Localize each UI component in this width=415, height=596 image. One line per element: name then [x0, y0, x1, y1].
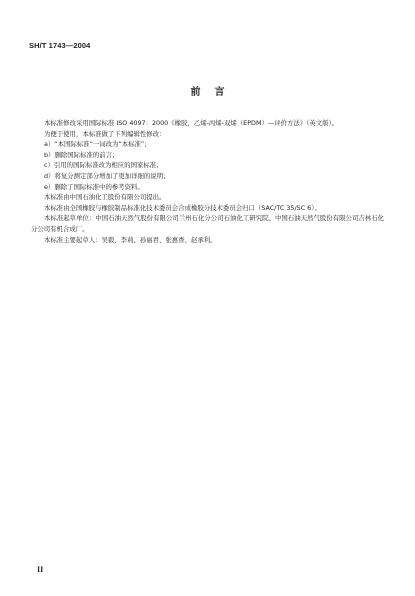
- paragraph-editorial-intro: 为便于使用，本标准做了下列编辑性修改：: [44, 129, 166, 138]
- list-item: c）引用的国际标准改为相应的国家标准；: [44, 161, 163, 170]
- paragraph-adoption: 本标准修改采用国际标准 ISO 4097：2000《橡胶，乙烯-丙烯-双烯（EPDM）—评价方法》（英文版）。: [44, 119, 339, 127]
- list-item: a）“本国际标准”一词改为“本标准”；: [44, 140, 151, 149]
- paragraph-committee: 本标准由全国橡胶与橡胶制品标准化技术委员会合成橡胶分技术委员会归口（SAC/TC 35/SC 6）。: [44, 203, 321, 212]
- list-item: e）删除了国际标准中的参考资料。: [44, 182, 144, 191]
- list-item: d）将复分测定部分增加了更加详细的说明；: [44, 171, 170, 180]
- paragraph-drafting-units: 本标准起草单位：中国石油天然气股份有限公司兰州石化分公司石油化工研究院、中国石油天然气股份有限公司吉林石化分公司有机合成厂。: [31, 214, 384, 233]
- list-item: b）删除国际标准的前言；: [44, 150, 119, 159]
- document-body: [31, 118, 384, 245]
- paragraph-drafters: 本标准主要起草人：吴毅、李莉、孙丽君、张惠香、赵承利。: [44, 235, 217, 244]
- paragraph-proposer: 本标准由中国石油化工股份有限公司提出。: [44, 193, 166, 202]
- standard-number: SH/T 1743—2004: [29, 41, 91, 50]
- page-title: 前言: [190, 87, 239, 98]
- page-number: II: [37, 565, 44, 574]
